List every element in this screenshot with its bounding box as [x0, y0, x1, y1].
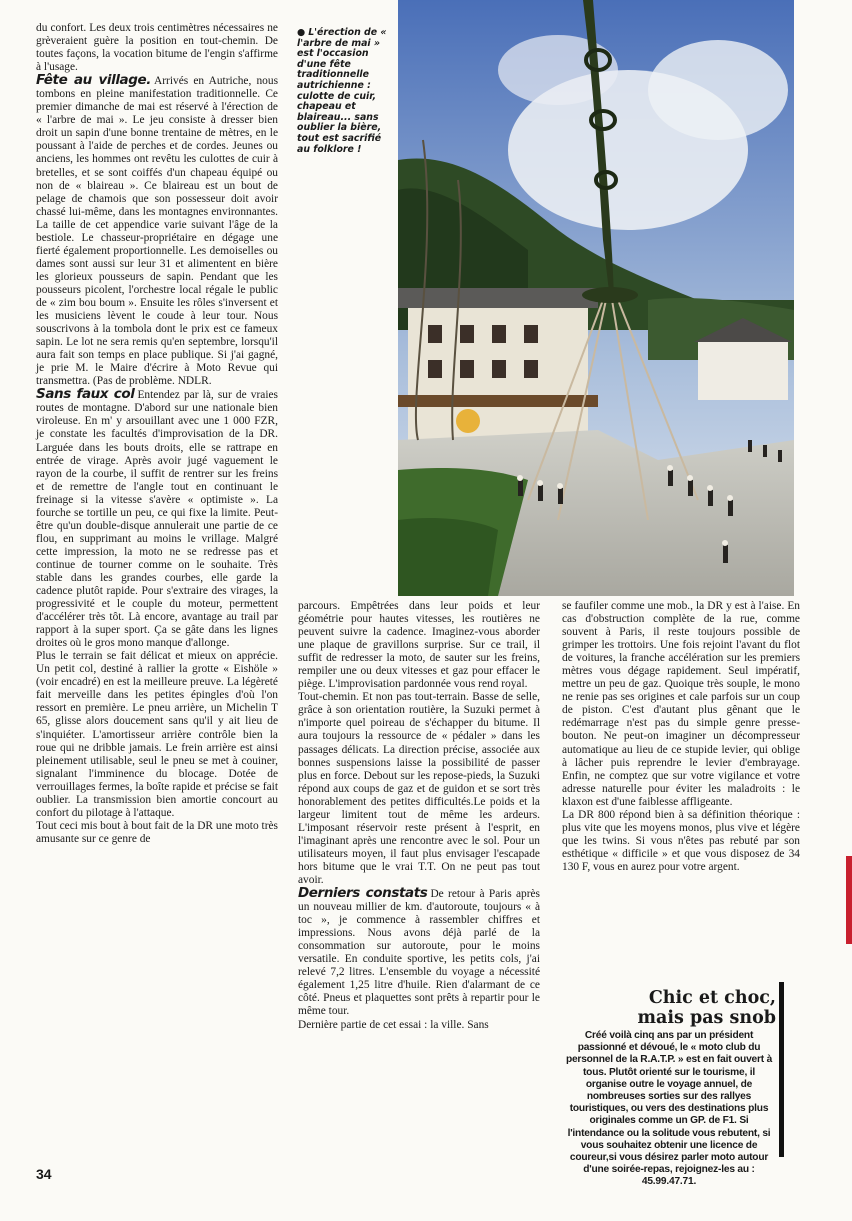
article-column-2: [298, 600, 540, 1032]
paragraph: Sans faux col Entendez par là, sur de vraies routes de montagne. D'abord sur une nationale bien viroleuse. En m' y arsouillant avec une 1 000 FZR, je constate les facultés d'improvisation de la DR. Larguée dans les bouts droits, elle se rattrape en entrée de virage. Après avoir jugé vaguement le rayon de la courbe, il suffit de rentrer sur les freins et de remettre de l'angle tout en continuant le freinage si la vitesse s'avère « optimiste ». La fourche se tortille un peu, ce qui fixe la limite. Peut-être qu'un double-disque annulerait une partie de ce flou, en supprimant au moins le vrillage. Malgré cette impression, la moto ne se redresse pas et continue de tourner comme on le souhaite. Très stable dans les grandes courbes, elle garde la cadence plutôt rapide. Pour s'extraire des virages, la progressivité et le couple du moteur, permettent d'accélérer très tôt. Là encore, avantage au trail par rapport à la super sport. Ça se gâte dans les lignes droites où le gros mono manque d'allonge.: [36, 386, 278, 650]
article-column-3: [562, 600, 800, 874]
sidebar-box-title: [562, 988, 776, 1028]
subheading-fete-au-village: Fête au village.: [36, 72, 152, 89]
paragraph: Dernière partie de cet essai : la ville. Sans: [298, 1018, 489, 1031]
caption-bullet: ●: [297, 27, 306, 38]
sidebar-title-line: mais pas snob: [637, 1008, 776, 1028]
photo-caption: [297, 28, 395, 155]
paragraph: du confort. Les deux trois centimètres nécessaires ne grèveraient guère la position en tout-chemin. De toutes façons, la vocation bitume de l'engin s'affirme à l'usage.: [36, 22, 278, 74]
paragraph: Derniers constats De retour à Paris après un nouveau millier de km. d'autoroute, toujours « à toc », je commence à rassembler chiffres et impressions. Nous avons déjà parlé de la consommation sur autoroute, pour le moins versatile. En conduite sportive, les petits cols, j'ai relevé 7,2 litres. L'ensemble du voyage a nécessité également 1,25 litre d'huile. Rien d'alarmant de ce côté. Pneus et plaquettes sont prêts à repartir pour le même tour.: [298, 885, 540, 1018]
caption-text: L'érection de « l'arbre de mai » est l'occasion d'une fête traditionnelle autrichienne : culotte de cuir, chapeau et blaireau... sans oublier la bière, tout est sacrifié au folklore !: [297, 27, 387, 155]
paragraph: se faufiler comme une mob., la DR y est à l'aise. En cas d'obstruction complète de la rue, comme souvent à Paris, il reste toujours possible de grimper les trottoirs. Une fois rejoint l'avant du flot de voitures, la franche accélération sur les premiers mètres vous dégage rapidement. Seul impératif, mettre un peu de gaz. Quoique très souple, le mono ne renie pas ses origines et cale parfois sur un coup de piston. C'est d'autant plus gênant que le redémarrage n'est pas du simple genre presse-bouton. Ne peut-on imaginer un décompresseur automatique au lieu de ce stupide levier, qui oblige à lâcher puis reprendre le levier d'embrayage. Enfin, ne comptez que sur votre vigilance et votre adresse naturelle pour éviter les maladroits : le klaxon est d'une faiblesse affligeante.: [562, 600, 800, 808]
subheading-sans-faux-col: Sans faux col: [36, 386, 135, 403]
maypole-photo: [398, 0, 794, 596]
paragraph: Tout ceci mis bout à bout fait de la DR une moto très amusante sur ce genre de: [36, 819, 278, 845]
paragraph: Plus le terrain se fait délicat et mieux on apprécie. Un petit col, destiné à rallier la grotte « Eishöle » (voir encadré) en est la meilleure preuve. La légèreté fait merveille dans les petites épingles d'où l'on ressort en première. Le pneu arrière, un Michelin T 65, glisse alors doucement sans qu'il y ait lieu de s'inquiéter. L'amortisseur arrière contrôle bien la roue qui ne dribble jamais. Le frein arrière est ainsi pleinement utilisable, seul le pneu se met à couiner, signalant l'imminence du blocage. Dotée de verrouillages fermes, la boîte rapide et précise se fait oublier. La transmission bien amortie concourt au confort du pilotage à l'attaque.: [36, 650, 278, 819]
paragraph: parcours. Empêtrées dans leur poids et leur géométrie pour hautes vitesses, les routières ne peuvent suivre la cadence. Imaginez-vous aborder une plaque de gravillons surprise. Sur ce trail, il suffit de redresser la moto, de sauter sur les freins, rempiler une ou deux vitesses et gaz pour effacer le piège. L'improvisation pardonnée vous rend royal.: [298, 600, 540, 691]
article-column-1: [36, 22, 278, 846]
paragraph: La DR 800 répond bien à sa définition théorique : plus vite que les moyens monos, plus vive et légère que les twins. Si vous n'êtes pas rebuté par son esthétique « difficile » et que vous disposez de 34 130 F, vous en aurez pour votre argent.: [562, 808, 800, 873]
sidebar-vertical-rule: [779, 982, 784, 1157]
sidebar-box-body: Créé voilà cinq ans par un président passionné et dévoué, le « moto club du personnel de la R.A.T.P. » est en fait ouvert à tous. Plutôt orienté sur le tourisme, il organise outre le voyage annuel, de nombreuses sorties sur des rallyes touristiques, ou vers des destinations plus originales comme un GP. de F1. Si l'intendance ou la solitude vous rebutent, si vous souhaitez obtenir une licence de coureur,si vous désirez parler moto autour d'une soirée-repas, rejoignez-les au : 45.99.47.71.: [565, 1030, 773, 1188]
sidebar-title-line: Chic et choc,: [648, 988, 776, 1008]
paragraph: Fête au village. Arrivés en Autriche, nous tombons en pleine manifestation traditionnelle. Ce premier dimanche de mai est réservé à l'érection de « l'arbre de mai ». Le jeu consiste à dresser bien droit un sapin d'une bonne trentaine de mètres, en le poussant à l'aide de perches et de cordes. Jeunes ou anciens, les hommes ont revêtu les culottes de cuir à bretelles, et se sont coiffés d'un chapeau équipé ou non de « blaireau ». Ce blaireau est un bout de pelage de chamois que son possesseur doit avoir chassé lui-même, dans les montagnes environnantes. La taille de cet appendice varie suivant l'âge de la bestiole. Le chasseur-propriétaire en dégage une fierté également proportionnelle. Les demoiselles ou dames sont aussi sur leur 31 et alimentent en bière les glorieux pousseurs de sapin. Pendant que les pousseurs picolent, l'orchestre local régale le public de « zim bou boum ». Ensuite les rôles s'inversent et les musiciens lèvent le coude à leur tour. Nous souscrivons à la tombola dont le prix est ce fameux sapin. Le lot ne sera remis qu'en septembre, lorsqu'il aura fait son temps en place publique. Si j'ai gagné, je prie M. le Maire d'écrire à Moto Revue qui transmettra. (Pas de problème. NDLR.: [36, 72, 279, 388]
page-number: 34: [36, 1166, 52, 1182]
paragraph: Tout-chemin. Et non pas tout-terrain. Basse de selle, grâce à son orientation routière, la Suzuki permet à n'importe quel poireau de s'échapper du bitume. Il aura toujours la ressource de « pédaler » dans les passages délicats. La direction précise, associée aux bonnes suspensions laisse la possibilité de passer plus en force. Debout sur les repose-pieds, la Suzuki répond aux coups de gaz et de guidon et se sort très honorablement des petites difficultés.Le poids et la largeur limitent tout de même les ardeurs. L'imposant réservoir reste présent à l'esprit, en l'imaginant après une rencontre avec le sol. Pour un utilisateurs moyen, il faut plus envisager l'escapade hors bitume que le vrai T.T. On ne peut pas tout avoir.: [298, 691, 540, 886]
subheading-derniers-constats: Derniers constats: [298, 885, 428, 902]
edge-color-tab: [846, 856, 852, 944]
photo-illustration: [398, 0, 794, 596]
